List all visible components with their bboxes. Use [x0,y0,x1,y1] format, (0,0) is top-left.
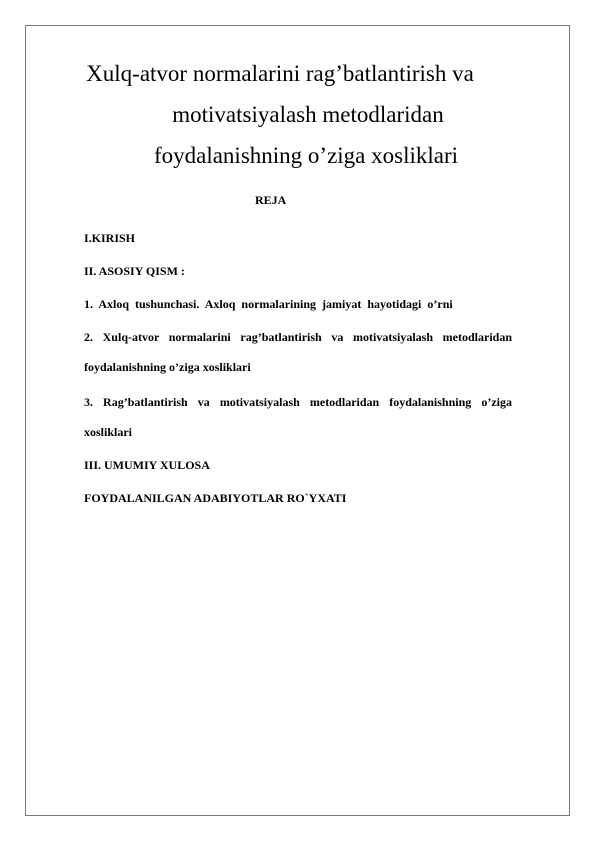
plan-item-references: FOYDALANILGAN ADABIYOTLAR RO`YXATI [84,491,347,505]
plan-item-conclusion: III. UMUMIY XULOSA [84,458,210,472]
document-title-line-2: motivatsiyalash metodlaridan [172,102,444,127]
plan-item-2-line-1: 2. Xulq-atvor normalarini rag’batlantirish va motivatsiyalash metodlaridan [84,330,512,344]
plan-heading: REJA [255,193,287,207]
plan-item-3-line-2: xosliklari [84,425,133,439]
plan-item-3-line-1: 3. Rag’batlantirish va motivatsiyalash metodlaridan foydalanishning o’ziga [84,395,512,409]
plan-item-1: 1. Axloq tushunchasi. Axloq normalarining jamiyat hayotidagi o’rni [84,297,453,311]
plan-item-introduction: I.KIRISH [84,231,136,245]
plan-item-2-line-2: foydalanishning o’ziga xosliklari [84,360,251,374]
document-title-line-1: Xulq-atvor normalarini rag’batlantirish va [86,61,474,86]
plan-item-main-part: II. ASOSIY QISM : [84,264,185,278]
document-title-line-3: foydalanishning o’ziga xosliklari [153,143,459,168]
